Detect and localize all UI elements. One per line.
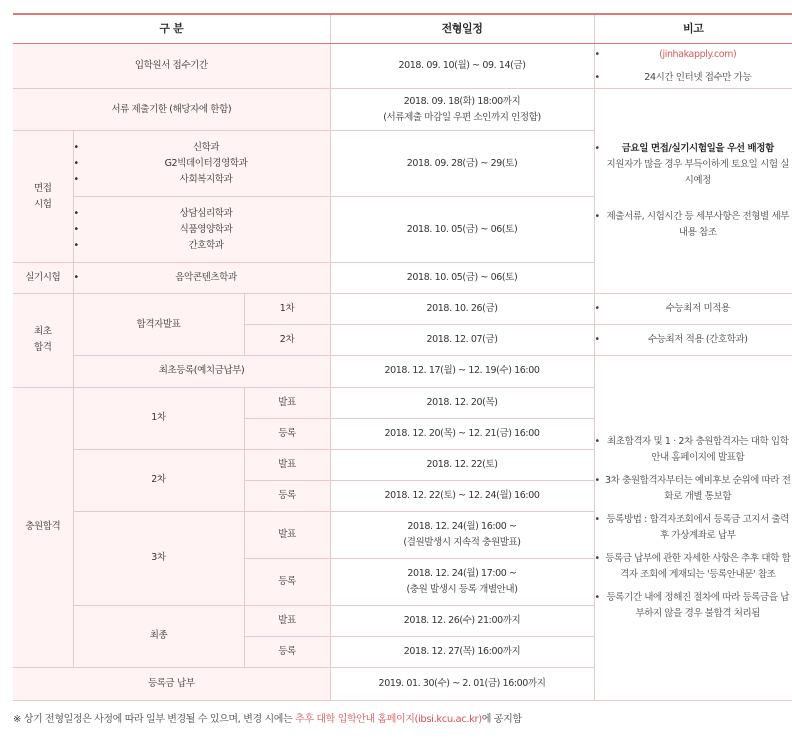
table-row <box>13 89 792 131</box>
note-item: • 등록금 납부에 관한 자세한 사항은 추후 대학 합격자 조회에 게재되는 '등록안내문' 참조 <box>595 551 792 583</box>
footnote: ※ 상기 전형일정은 사정에 따라 일부 변경될 수 있으며, 변경 시에는 추후 대학 입학안내 홈페이지(ibsi.kcu.ac.kr)에 공지함 <box>13 714 522 725</box>
list-item: • 간호학과 <box>74 238 330 254</box>
date-r2-register: 2018. 12. 22(토) ~ 12. 24(월) 16:00 <box>330 480 594 511</box>
note-item: • 제출서류, 시험시간 등 세부사항은 전형별 세부내용 참조 <box>595 209 792 241</box>
note-item: • 3차 충원합격자부터는 예비후보 순위에 따라 전화로 개별 통보함 <box>595 473 792 505</box>
table-header-row <box>13 14 792 44</box>
announce-label: 발표 <box>244 511 330 558</box>
list-item: • 상담심리학과 <box>74 206 330 222</box>
interview-majors-1 <box>73 131 330 197</box>
list-item: • 사회복지학과 <box>74 172 330 188</box>
note-item: • 금요일 면접/실기시험일을 우선 배정함 지원자가 많을 경우 부득이하게 토요일 시험 실시예정 <box>595 141 792 189</box>
date-practical: 2018. 10. 05(금) ~ 06(토) <box>330 263 594 294</box>
announce-label: 발표 <box>244 387 330 418</box>
additional-final-label: 최종 <box>73 605 244 667</box>
note-item: • 24시간 인터넷 접수만 가능 <box>595 70 792 86</box>
announce-label: 발표 <box>244 449 330 480</box>
header-schedule: 전형일정 <box>330 14 594 44</box>
final-second-label: 2차 <box>244 325 330 356</box>
list-item: • 식품영양학과 <box>74 222 330 238</box>
table-row <box>13 44 792 89</box>
register-label: 등록 <box>244 480 330 511</box>
date-r1-announce: 2018. 12. 20(목) <box>330 387 594 418</box>
interview-majors-2 <box>73 197 330 263</box>
note-item: • 최초합격자 및 1 · 2차 충원합격자는 대학 입학안내 홈페이지에 발표함 <box>595 434 792 466</box>
date-final-deposit: 2018. 12. 17(월) ~ 12. 19(수) 16:00 <box>330 356 594 387</box>
list-item: • 음악콘텐츠학과 <box>74 270 330 286</box>
admission-schedule-table <box>13 13 792 701</box>
note-final-first: • 수능최저 미적용 <box>594 294 792 325</box>
register-label: 등록 <box>244 558 330 605</box>
date-r3-register: 2018. 12. 24(월) 17:00 ~ (충원 발생시 등록 개별안내) <box>330 558 594 605</box>
date-final-second: 2018. 12. 07(금) <box>330 325 594 356</box>
date-final-first: 2018. 10. 26(금) <box>330 294 594 325</box>
row-label-documents: 서류 제출기한 (해당자에 한함) <box>13 89 330 131</box>
register-label: 등록 <box>244 636 330 667</box>
date-r2-announce: 2018. 12. 22(토) <box>330 449 594 480</box>
date-documents: 2018. 09. 18(화) 18:00까지 (서류제출 마감일 우편 소인까지 인정함) <box>330 89 594 131</box>
final-first-label: 1차 <box>244 294 330 325</box>
additional-r1-label: 1차 <box>73 387 244 449</box>
list-item: • G2빅데이터경영학과 <box>74 156 330 172</box>
final-announce-label: 합격자발표 <box>73 294 244 356</box>
practical-major <box>73 263 330 294</box>
date-r1-register: 2018. 12. 20(목) ~ 12. 21(금) 16:00 <box>330 418 594 449</box>
announce-label: 발표 <box>244 605 330 636</box>
list-item: • 신학과 <box>74 140 330 156</box>
date-final-round-register: 2018. 12. 27(목) 16:00까지 <box>330 636 594 667</box>
date-application: 2018. 09. 10(월) ~ 09. 14(금) <box>330 44 594 89</box>
note-final-second: • 수능최저 적용 (간호학과) <box>594 325 792 356</box>
row-label-final: 최초 합격 <box>13 294 73 387</box>
note-item: • 등록기간 내에 정해진 절차에 따라 등록금을 납부하지 않을 경우 불합격 처리됨 <box>595 590 792 622</box>
final-deposit-label: 최초등록(예치금납부) <box>73 356 330 387</box>
note-additional <box>594 356 792 701</box>
row-label-tuition: 등록금 납부 <box>13 667 330 700</box>
table-row <box>13 356 792 387</box>
homepage-link[interactable]: 추후 대학 입학안내 홈페이지(ibsi.kcu.ac.kr) <box>295 714 482 725</box>
table-row <box>13 294 792 325</box>
date-final-round-announce: 2018. 12. 26(수) 21:00까지 <box>330 605 594 636</box>
register-label: 등록 <box>244 418 330 449</box>
apply-site-link[interactable]: (jinhakapply.com) <box>659 48 737 60</box>
row-label-additional: 충원합격 <box>13 387 73 667</box>
note-interview <box>594 89 792 294</box>
header-category: 구 분 <box>13 14 330 44</box>
note-item[interactable] <box>595 47 792 63</box>
date-tuition: 2019. 01. 30(수) ~ 2. 01(금) 16:00까지 <box>330 667 594 700</box>
date-interview-1: 2018. 09. 28(금) ~ 29(토) <box>330 131 594 197</box>
additional-r2-label: 2차 <box>73 449 244 511</box>
row-label-practical: 실기시험 <box>13 263 73 294</box>
note-item: • 등록방법 : 합격자조회에서 등록금 고지서 출력후 가상계좌로 납부 <box>595 512 792 544</box>
header-note: 비고 <box>594 14 792 44</box>
date-r3-announce: 2018. 12. 24(월) 16:00 ~ (결원발생시 지속적 충원발표) <box>330 511 594 558</box>
row-label-interview: 면접 시험 <box>13 131 73 263</box>
date-interview-2: 2018. 10. 05(금) ~ 06(토) <box>330 197 594 263</box>
row-label-application: 입학원서 접수기간 <box>13 44 330 89</box>
note-application <box>594 44 792 89</box>
additional-r3-label: 3차 <box>73 511 244 605</box>
